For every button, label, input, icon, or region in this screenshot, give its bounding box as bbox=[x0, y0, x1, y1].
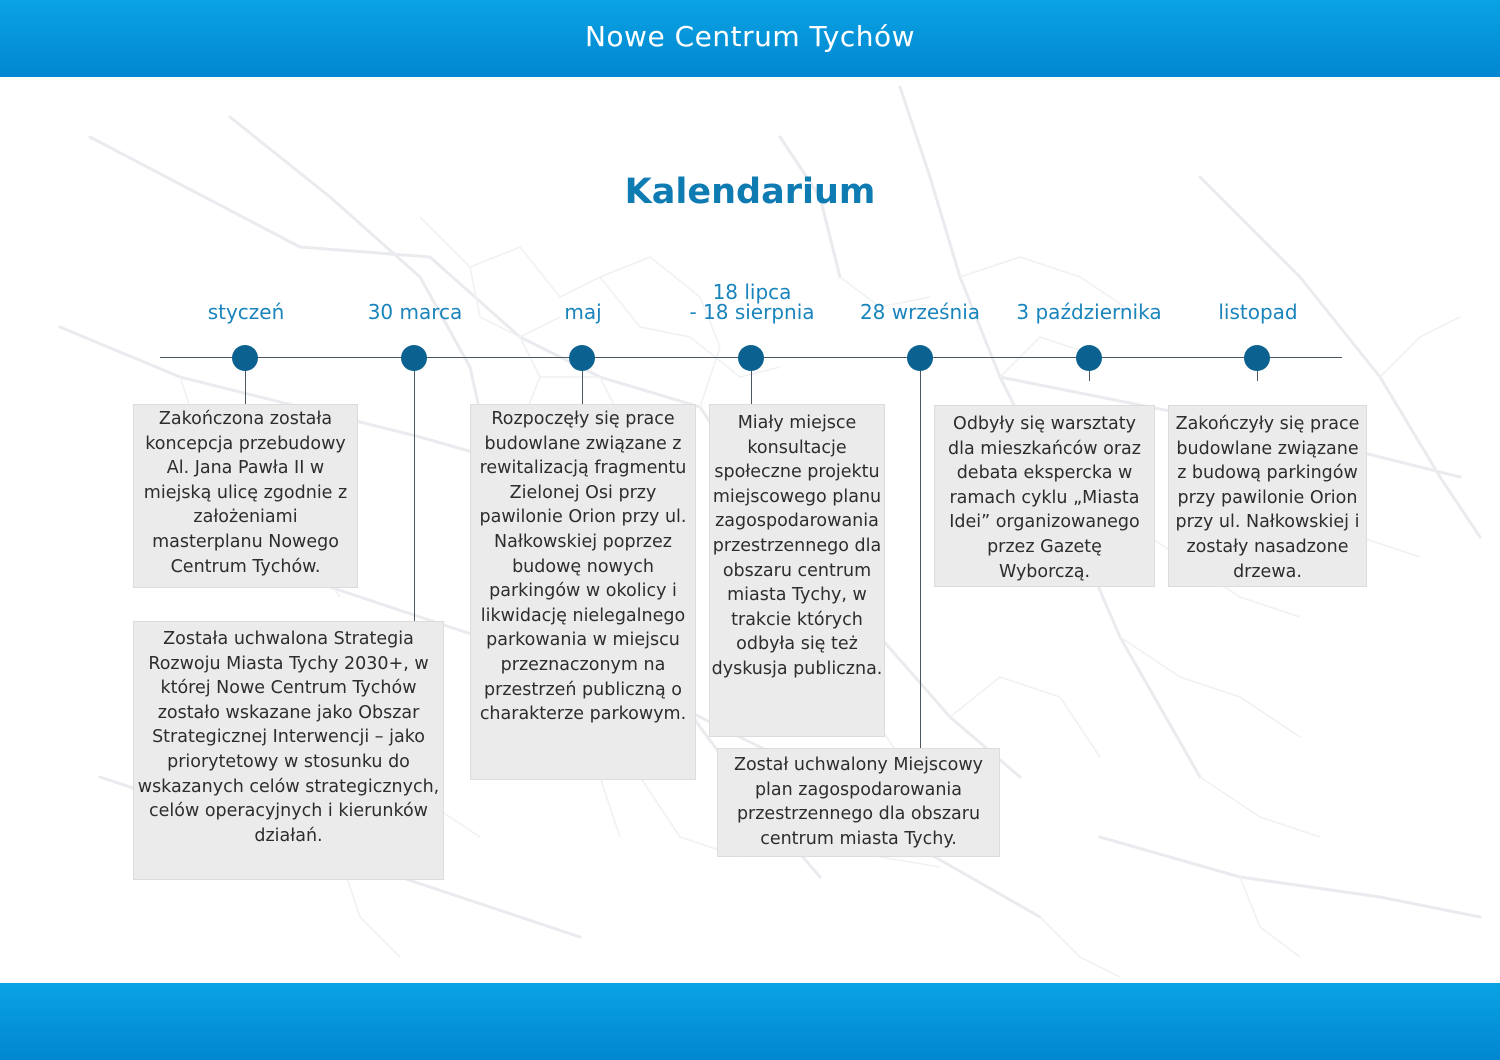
event-date-3-pazdziernika: 3 października bbox=[1016, 300, 1162, 324]
event-date-maj: maj bbox=[564, 300, 602, 324]
event-date-18-lipca: 18 lipca bbox=[712, 280, 792, 304]
event-description-30-marca: Została uchwalona Strategia Rozwoju Miasta Tychy 2030+, w której Nowe Centrum Tychów zostało wskazane jako Obszar Strategicznej Interwencji – jako priorytetowy w stosunku do wskazanych celów strategicznych, celów operacyjnych i kierunków działań. bbox=[133, 621, 444, 880]
event-description-listopad: Zakończyły się prace budowlane związane z budową parkingów przy pawilonie Orion przy ul. Nałkowskiej i zostały nasadzone drzewa. bbox=[1168, 405, 1367, 587]
event-connector bbox=[920, 357, 921, 748]
timeline-marker bbox=[907, 345, 933, 371]
header-title: Nowe Centrum Tychów bbox=[584, 20, 916, 53]
event-description-styczen: Zakończona została koncepcja przebudowy Al. Jana Pawła II w miejską ulicę zgodnie z założeniami masterplanu Nowego Centrum Tychów. bbox=[133, 404, 358, 588]
event-description-28-wrzesnia: Został uchwalony Miejscowy plan zagospodarowania przestrzennego dla obszaru centrum miasta Tychy. bbox=[717, 748, 1000, 857]
event-description-maj: Rozpoczęły się prace budowlane związane z rewitalizacją fragmentu Zielonej Osi przy pawilonie Orion przy ul. Nałkowskiej poprzez budowę nowych parkingów w okolicy i likwidację nielegalnego parkowania w miejscu przeznaczonym na przestrzeń publiczną o charakterze parkowym. bbox=[470, 404, 696, 780]
event-description-3-pazdziernika: Odbyły się warsztaty dla mieszkańców oraz debata ekspercka w ramach cyklu „Miasta Idei” organizowanego przez Gazetę Wyborczą. bbox=[934, 405, 1155, 587]
timeline-marker bbox=[232, 345, 258, 371]
event-description-18-lipca-18-sierpnia: Miały miejsce konsultacje społeczne projektu miejscowego planu zagospodarowania przestrzennego dla obszaru centrum miasta Tychy, w trakcie których odbyła się też dyskusja publiczna. bbox=[709, 404, 885, 737]
event-date-28-wrzesnia: 28 września bbox=[859, 300, 981, 324]
event-connector bbox=[414, 357, 415, 621]
event-date-styczen: styczeń bbox=[207, 300, 285, 324]
event-date-30-marca: 30 marca bbox=[367, 300, 463, 324]
timeline-marker bbox=[1076, 345, 1102, 371]
event-date-18-sierpnia: - 18 sierpnia bbox=[689, 300, 815, 324]
timeline-marker bbox=[738, 345, 764, 371]
page-footer bbox=[0, 983, 1500, 1060]
timeline-marker bbox=[569, 345, 595, 371]
event-date-listopad: listopad bbox=[1218, 300, 1298, 324]
timeline-marker bbox=[401, 345, 427, 371]
timeline-marker bbox=[1244, 345, 1270, 371]
page-header bbox=[0, 0, 1500, 77]
page-heading: Kalendarium bbox=[624, 172, 876, 212]
